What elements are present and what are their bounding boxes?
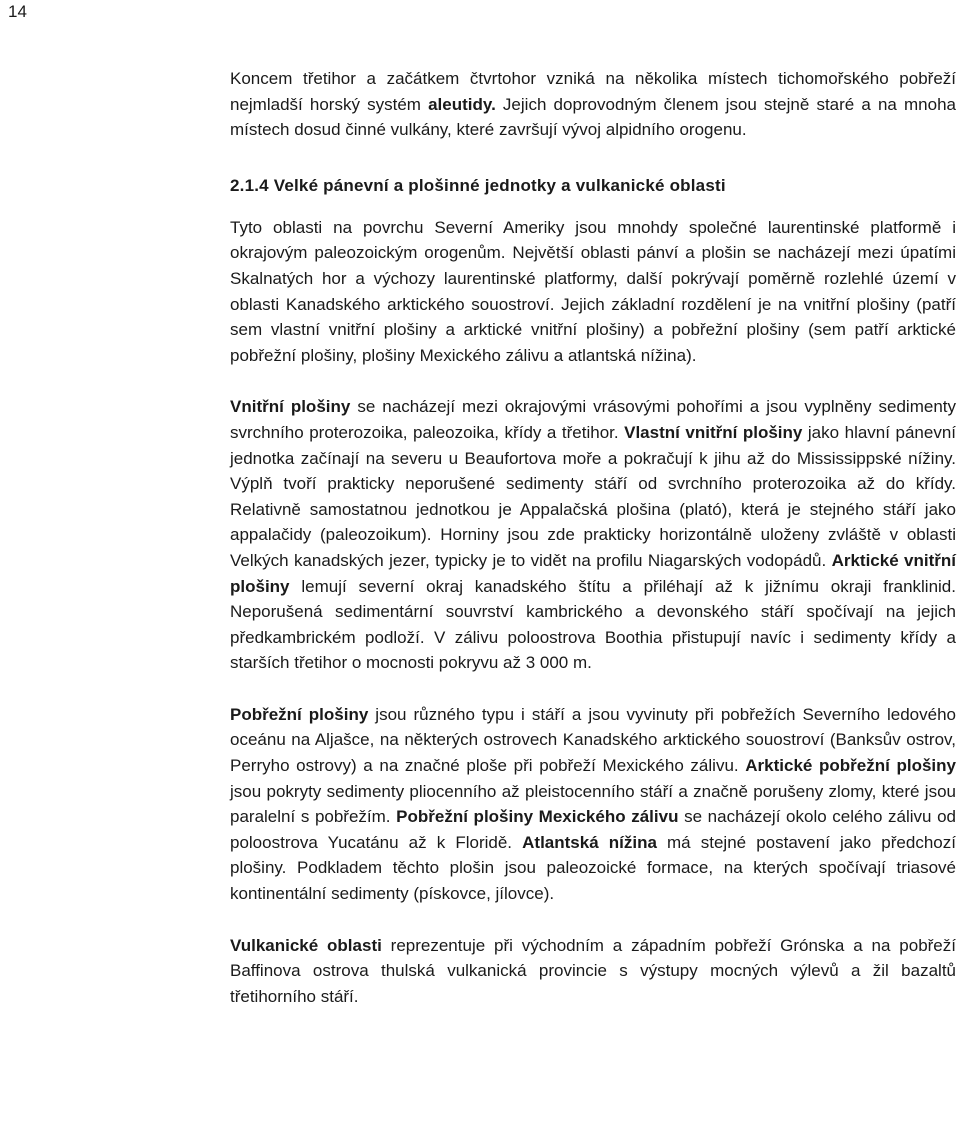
text-run: jsou pokryty sedimenty pliocenního až pleistocenního stáří a značně porušeny zlomy, které jsou paralelní s pobřežím. — [230, 781, 956, 827]
text-run: se nacházejí mezi okrajovými vrásovými pohořími a jsou vyplněny sedimenty svrchního proterozoika, paleozoika, křídy a třetihor. — [230, 397, 956, 442]
text-run: má stejné postavení jako předchozí plošiny. Podkladem těchto plošin jsou paleozoické formace, na kterých spočívají triasové kontinentální sedimenty (pískovce, jílovce). — [230, 832, 956, 904]
section-heading: 2.1.4 Velké pánevní a plošinné jednotky a vulkanické oblasti — [230, 175, 726, 195]
paragraph-volcanic-areas — [230, 933, 956, 1010]
text-run: jako hlavní pánevní jednotka začínají na severu u Beaufortova moře a pokračují k jihu až do Mississippské nížiny. Výplň tvoří prakticky neporušené sedimenty stáří od svrchního proterozoika až do křídy. Relativně samostatnou jednotkou je Appalačská plošina (plató), která je stejného stáří jako appalačidy (paleozoikum). Horniny jsou zde prakticky horizontálně uloženy zvláště v oblasti Velkých kanadských jezer, typicky je to vidět na profilu Niagarských vodopádů. — [230, 422, 956, 570]
text-run: Jejich doprovodným členem jsou stejně staré a na mnoha místech dosud činné vulkány, které završují vývoj alpidního orogenu. — [230, 94, 956, 140]
text-run: reprezentuje při východním a západním pobřeží Grónska a na pobřeží Baffinova ostrova thulská vulkanická provincie s výstupy mocných výlevů a žil bazaltů třetihorního stáří. — [230, 935, 956, 1006]
term-atlantska-nizina: Atlantská nížina — [522, 832, 657, 852]
term-arkticke-pobrezni-plosiny: Arktické pobřežní plošiny — [745, 756, 956, 776]
paragraph-inner-plains — [230, 394, 956, 676]
term-pobrezni-plosiny-mexickeho-zalivu: Pobřežní plošiny Mexického zálivu — [396, 807, 679, 827]
term-vulkanicke-oblasti: Vulkanické oblasti — [230, 935, 382, 955]
paragraph-aleutidy — [230, 66, 956, 143]
term-vnitrni-plosiny: Vnitřní plošiny — [230, 397, 351, 417]
text-run: se nacházejí okolo celého zálivu od poloostrova Yucatánu až k Floridě. — [230, 807, 956, 852]
term-aleutidy: aleutidy. — [428, 94, 496, 114]
page-number: 14 — [8, 2, 27, 21]
term-pobrezni-plosiny: Pobřežní plošiny — [230, 704, 369, 724]
page-content — [230, 66, 956, 1009]
term-arkticke-vnitrni-plosiny: Arktické vnitřní plošiny — [230, 550, 956, 596]
term-vlastni-vnitrni-plosiny: Vlastní vnitřní plošiny — [624, 422, 803, 442]
text-run: lemují severní okraj kanadského štítu a přiléhají až k jižnímu okraji franklinid. Neporušená sedimentární souvrství kambrického a devonského stáří spočívají na jejich předkambrickém podloží. V zálivu poloostrova Boothia přistupují navíc i sedimenty křídy a starších třetihor o mocnosti pokryvu až 3 000 m. — [230, 576, 956, 673]
text-run: Koncem třetihor a začátkem čtvrtohor vzniká na několika místech tichomořského pobřeží nejmladší horský systém — [230, 69, 956, 114]
paragraph-coastal-plains — [230, 702, 956, 907]
text-run: jsou různého typu i stáří a jsou vyvinuty při pobřežích Severního ledového oceánu na Aljašce, na některých ostrovech Kanadského arktického souostroví (Banksův ostrov, Perryho ostrovy) a na značné ploše při pobřeží Mexického zálivu. — [230, 704, 956, 776]
paragraph-intro: Tyto oblasti na povrchu Severní Ameriky jsou mnohdy společné laurentinské platformě i okrajovým paleozoickým orogenům. Největší oblasti pánví a plošin se nacházejí mezi úpatími Skalnatých hor a výchozy laurentinské platformy, další pokrývají poměrně rozlehlé území v oblasti Kanadského arktického souostroví. Jejich základní rozdělení je na vnitřní plošiny (patří sem vlastní vnitřní plošiny a arktické vnitřní plošiny) a pobřežní plošiny (sem patří arktické pobřežní plošiny, plošiny Mexického zálivu a atlantská nížina). — [230, 217, 956, 365]
